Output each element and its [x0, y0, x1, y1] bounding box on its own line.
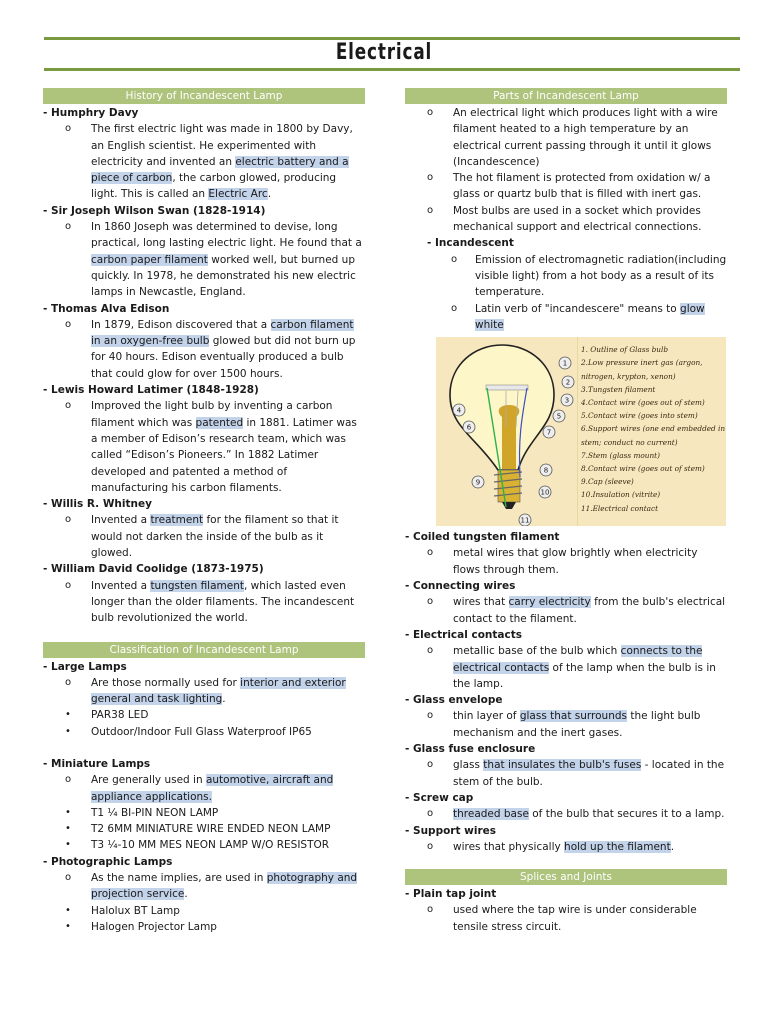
description — [405, 902, 727, 935]
svg-text:9: 9 — [475, 478, 481, 487]
svg-text:7: 7 — [546, 428, 552, 437]
example-item — [43, 707, 365, 723]
body-text: The first electric light was made in 1800 by Davy, an English scientist. He experimented with electricity and invented an — [91, 123, 353, 168]
body-text: Most bulbs are used in a socket which provides mechanical support and electrical connections. — [453, 204, 702, 234]
diagram-legend — [581, 343, 726, 515]
body-text: T1 ¼ BI-PIN NEON LAMP — [91, 806, 219, 819]
highlighted-text: carry electricity — [508, 596, 591, 609]
item-title: - William David Coolidge (1873-1975) — [43, 563, 264, 576]
circle-bullet-icon: o — [427, 710, 434, 722]
item-title: - Support wires — [405, 824, 496, 837]
circle-bullet-icon: o — [427, 808, 434, 820]
legend-item: 5.Contact wire (goes into stem) — [581, 411, 698, 421]
intro-point — [405, 203, 727, 236]
item-title: - Humphry Davy — [43, 107, 139, 119]
item-title: - Coiled tungsten filament — [405, 531, 560, 544]
body-text: PAR38 LED — [91, 709, 149, 722]
body-text: the light bulb mechanism and the inert gases. — [453, 710, 701, 739]
item-title: - Thomas Alva Edison — [43, 302, 170, 315]
body-text: Invented a — [91, 514, 151, 527]
svg-text:5: 5 — [556, 412, 562, 421]
highlighted-text: interior and exterior general and task lighting — [91, 676, 346, 706]
body-text: Emission of electromagnetic radiation(including visible light) from a hot body as a result of its temperature. — [475, 253, 727, 299]
legend-item: 6.Support wires (one end embedded in — [581, 424, 726, 434]
circle-bullet-icon: o — [451, 253, 458, 265]
circle-bullet-icon: o — [65, 400, 72, 412]
body-text: Halogen Projector Lamp — [91, 920, 217, 933]
example-item — [43, 837, 365, 853]
spacer — [43, 740, 365, 756]
svg-text:4: 4 — [456, 406, 462, 415]
highlighted-text: glow white — [475, 302, 705, 331]
svg-text:2: 2 — [565, 378, 571, 387]
circle-bullet-icon: o — [427, 547, 434, 559]
circle-bullet-icon: o — [65, 514, 72, 526]
circle-bullet-icon: o — [427, 759, 434, 771]
components-list — [405, 529, 727, 855]
section-header-classification: Classification of Incandescent Lamp — [43, 642, 365, 658]
light-bulb-illustration — [436, 337, 577, 526]
item-title: - Lewis Howard Latimer (1848-1928) — [43, 384, 259, 397]
highlighted-text: tungsten filament — [150, 579, 244, 592]
highlighted-text: patented — [195, 416, 244, 429]
highlighted-text: glass that surrounds — [519, 710, 627, 723]
item-title: - Willis R. Whitney — [43, 498, 152, 511]
body-text: metallic base of the bulb which — [453, 645, 621, 658]
example-item — [43, 919, 365, 935]
right-column — [405, 88, 727, 935]
circle-bullet-icon: o — [427, 840, 434, 852]
circle-bullet-icon: o — [427, 204, 434, 216]
svg-text:6: 6 — [466, 423, 472, 432]
body-text: . — [670, 840, 675, 853]
body-text: In 1879, Edison discovered that a — [91, 318, 271, 331]
bullet-icon: • — [65, 920, 71, 932]
body-text: , which lasted even longer than the older filaments. The incandescent bulb revolutionized the world. — [91, 579, 355, 625]
body-text: Latin verb of "incandescere" means to — [475, 302, 681, 315]
example-item — [43, 805, 365, 821]
body-text: of the bulb that secures it to a lamp. — [528, 808, 725, 821]
circle-bullet-icon: o — [427, 645, 434, 657]
page-title: Electrical — [335, 40, 433, 65]
incandescent-points — [405, 252, 727, 333]
legend-item: nitrogen, krypton, xenon) — [581, 371, 676, 381]
item-title: - Large Lamps — [43, 660, 127, 673]
highlighted-text: connects to the electrical contacts — [453, 645, 703, 674]
body-text: in 1881. Latimer was a member of Edison’s research team, which was called “Edison’s Pioneers.” In 1882 Latimer developed and patented a method of manufacturing his carbon filaments. — [91, 416, 357, 494]
intro-point — [405, 170, 727, 203]
circle-bullet-icon: o — [427, 596, 434, 608]
body-text: An electrical light which produces light with a wire filament heated to a high temperature by an electrical current passing through it until it glows (Incandescence) — [453, 107, 718, 168]
item-title: - Connecting wires — [405, 580, 516, 593]
svg-text:8: 8 — [543, 466, 549, 475]
circle-bullet-icon: o — [65, 579, 72, 591]
body-text: wires that physically — [453, 840, 565, 853]
item-title: - Electrical contacts — [405, 628, 523, 641]
body-text: Improved the light bulb by inventing a carbon filament which was — [91, 400, 333, 429]
term-incandescent: - Incandescent — [427, 237, 514, 250]
history-list — [43, 105, 365, 627]
item-title: - Sir Joseph Wilson Swan (1828-1914) — [43, 204, 266, 217]
body-text: T3 ¼-10 MM MES NEON LAMP W/O RESISTOR — [91, 839, 330, 852]
highlighted-text: electric battery and a piece of carbon — [91, 155, 349, 185]
body-text: The hot filament is protected from oxidation w/ a glass or quartz bulb that is filled with inert gas. — [453, 172, 711, 201]
item-title: - Glass fuse enclosure — [405, 743, 536, 756]
legend-item: 4.Contact wire (goes out of stem) — [581, 397, 705, 407]
parts-intro-list — [405, 105, 727, 235]
definition-point — [405, 252, 727, 301]
body-text: for the filament so that it would not darken the inside of the bulb as it glowed. — [91, 514, 339, 560]
description — [43, 398, 365, 496]
description — [405, 806, 727, 822]
bullet-icon: • — [65, 806, 71, 818]
body-text: metal wires that glow brightly when electricity flows through them. — [453, 547, 698, 576]
section-header-splices: Splices and Joints — [405, 869, 727, 885]
svg-text:11: 11 — [520, 516, 530, 525]
description — [405, 757, 727, 790]
legend-divider — [577, 337, 578, 526]
title-rule-bottom — [44, 68, 740, 71]
legend-item: stem; conduct no current) — [581, 437, 678, 447]
legend-item: 3.Tungsten filament — [581, 384, 656, 394]
body-text: of the lamp when the bulb is in the lamp. — [453, 661, 716, 690]
highlighted-text: threaded base — [453, 808, 529, 821]
description — [43, 219, 365, 300]
legend-item: 1. Outline of Glass bulb — [581, 345, 669, 355]
body-text: Are generally used in — [91, 774, 206, 787]
circle-bullet-icon: o — [427, 107, 434, 118]
body-text: T2 6MM MINIATURE WIRE ENDED NEON LAMP — [91, 823, 331, 836]
body-text: Invented a — [91, 579, 151, 592]
bullet-icon: • — [65, 904, 71, 916]
example-item — [43, 903, 365, 919]
item-title: - Miniature Lamps — [43, 757, 151, 770]
circle-bullet-icon: o — [65, 318, 72, 330]
description — [43, 317, 365, 382]
circle-bullet-icon: o — [427, 904, 434, 916]
item-title: - Photographic Lamps — [43, 855, 173, 868]
highlighted-text: Electric Arc — [208, 188, 268, 201]
bullet-icon: • — [65, 823, 71, 835]
section-header-parts: Parts of Incandescent Lamp — [405, 88, 727, 104]
description — [405, 643, 727, 692]
intro-point — [405, 105, 727, 170]
body-text: thin layer of — [453, 710, 520, 723]
item-title: - Glass envelope — [405, 694, 503, 707]
body-text: glass — [453, 759, 484, 772]
description — [405, 839, 727, 855]
body-text: Are those normally used for — [91, 676, 241, 689]
svg-text:3: 3 — [564, 396, 570, 405]
legend-item: 10.Insulation (vitrite) — [581, 490, 661, 500]
highlighted-text: that insulates the bulb's fuses — [483, 759, 642, 772]
svg-text:10: 10 — [540, 488, 550, 497]
item-title: - Screw cap — [405, 791, 474, 804]
circle-bullet-icon: o — [451, 302, 458, 314]
body-text: , the carbon glowed, producing light. This is called an — [91, 172, 337, 201]
example-item — [43, 821, 365, 837]
description — [405, 594, 727, 627]
bullet-icon: • — [65, 839, 71, 851]
highlighted-text: hold up the filament — [564, 840, 671, 853]
body-text: wires that — [453, 596, 509, 609]
body-text: used where the tap wire is under considerable tensile stress circuit. — [453, 904, 697, 933]
description — [405, 545, 727, 578]
description — [43, 121, 365, 202]
svg-text:1: 1 — [562, 359, 568, 368]
legend-item: 8.Contact wire (goes out of stem) — [581, 463, 705, 473]
body-text: . — [222, 693, 226, 706]
highlighted-text: automotive, aircraft and appliance applications. — [91, 774, 334, 803]
legend-item: 11.Electrical contact — [581, 503, 658, 513]
highlighted-text: treatment — [150, 514, 204, 527]
bullet-icon: • — [65, 709, 71, 721]
legend-item: 2.Low pressure inert gas (argon, — [581, 358, 703, 368]
classification-list — [43, 659, 365, 936]
circle-bullet-icon: o — [65, 123, 72, 135]
body-text: . — [184, 888, 188, 901]
definition-point — [405, 301, 727, 334]
body-text: worked well, but burned up quickly. In 1978, he demonstrated his new electric lamps in Newcastle, England. — [91, 253, 356, 299]
body-text: As the name implies, are used in — [91, 872, 267, 885]
highlighted-text: carbon paper filament — [91, 253, 208, 266]
highlighted-text: photography and projection service — [91, 872, 358, 901]
description — [43, 870, 365, 903]
description — [43, 675, 365, 708]
body-text: Halolux BT Lamp — [91, 904, 180, 917]
circle-bullet-icon: o — [427, 172, 434, 184]
bullet-icon: • — [65, 725, 71, 737]
body-text: Outdoor/Indoor Full Glass Waterproof IP65 — [91, 725, 312, 738]
body-text: In 1860 Joseph was determined to devise, long practical, long lasting electric light. He found that a — [91, 221, 362, 250]
splices-list — [405, 886, 727, 935]
section-header-history: History of Incandescent Lamp — [43, 88, 365, 104]
body-text: glowed but did not burn up for 40 hours. Edison eventually produced a bulb that could glow for over 1500 hours. — [91, 335, 356, 380]
description — [405, 708, 727, 741]
description — [43, 578, 365, 627]
body-text: from the bulb's electrical contact to the filament. — [453, 596, 726, 625]
circle-bullet-icon: o — [65, 872, 72, 884]
legend-item: 7.Stem (glass mount) — [581, 450, 660, 460]
circle-bullet-icon: o — [65, 221, 72, 233]
circle-bullet-icon: o — [65, 774, 72, 786]
item-title: - Plain tap joint — [405, 888, 497, 901]
light-bulb-diagram — [436, 337, 726, 526]
circle-bullet-icon: o — [65, 676, 72, 688]
left-column — [43, 88, 365, 935]
description — [43, 772, 365, 805]
body-text: . — [267, 188, 272, 201]
description — [43, 512, 365, 561]
highlighted-text: carbon filament in an oxygen-free bulb — [91, 318, 354, 348]
legend-item: 9.Cap (sleeve) — [581, 477, 634, 487]
body-text: - located in the stem of the bulb. — [453, 759, 725, 788]
example-item — [43, 724, 365, 740]
